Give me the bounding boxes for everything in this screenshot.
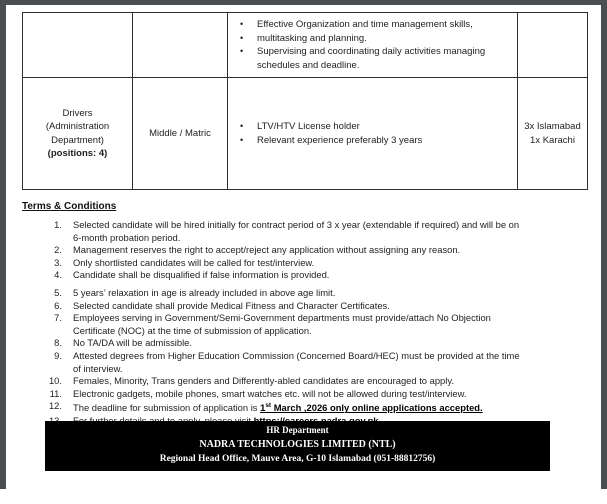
term-item-10	[22, 375, 567, 388]
position-title: (Administration	[45, 121, 110, 132]
term-number: 10.	[48, 375, 62, 387]
term-text: Females, Minority, Trans genders and Differently-abled candidates are encouraged to apply.	[73, 375, 454, 387]
skill-item	[232, 18, 513, 32]
cell-vacancies-empty	[518, 13, 588, 78]
term-number: 11.	[49, 387, 62, 399]
cell-qualification-empty	[133, 13, 228, 78]
position-count: (positions: 4)	[47, 148, 108, 159]
bullet-icon: •	[240, 19, 244, 29]
term-number: 8.	[54, 337, 62, 349]
term-number: 7.	[54, 312, 62, 324]
term-item-7	[22, 312, 567, 337]
term-text: 6-month probation period.	[73, 231, 181, 243]
bullet-icon: •	[240, 32, 244, 43]
term-number: 3.	[54, 256, 62, 268]
term-text: No TA/DA will be admissible.	[73, 337, 192, 349]
term-number: 6.	[54, 299, 62, 311]
position-title: Department)	[51, 134, 104, 146]
term-item-1	[22, 219, 567, 244]
skill-text: schedules and deadline.	[257, 59, 360, 71]
skill-text: Supervising and coordinating daily activities managing	[257, 46, 486, 57]
footer-address: Regional Head Office, Mauve Area, G-10 Islamabad (051-88812756)	[159, 454, 436, 464]
footer-department: HR Department	[266, 425, 329, 435]
vacancy-location: 3x Islamabad	[524, 121, 581, 132]
term-item-12	[22, 400, 567, 415]
requirement-item	[232, 134, 513, 148]
term-text: Management reserves the right to accept/reject any application without assigning any reason.	[73, 244, 461, 256]
viewer-frame-right	[601, 0, 607, 489]
skill-item	[232, 32, 513, 46]
term-item-5	[22, 287, 567, 300]
term-text: Selected candidate will be hired initially for contract period of 3 x year (extendable if required) and will be on	[73, 219, 520, 230]
requirement-text: Relevant experience preferably 3 years	[257, 134, 423, 146]
viewer-frame-left	[0, 0, 6, 489]
cell-vacancies	[518, 78, 588, 190]
job-positions-table	[22, 12, 588, 190]
skill-text: multitasking and planning.	[257, 32, 367, 44]
table-row-drivers	[23, 78, 588, 190]
term-item-2	[22, 244, 567, 257]
cell-qualification	[133, 78, 228, 190]
bullet-icon: •	[240, 134, 244, 145]
requirement-text: LTV/HTV License holder	[257, 121, 360, 132]
term-text: 5 years’ relaxation in age is already included in above age limit.	[73, 286, 336, 298]
terms-and-conditions-section	[22, 201, 567, 428]
term-item-3	[22, 257, 567, 270]
cell-position-empty	[23, 13, 133, 78]
skill-item	[232, 45, 513, 72]
terms-heading: Terms & Conditions	[22, 201, 117, 212]
term-item-4	[22, 269, 567, 282]
cell-skills	[228, 13, 518, 78]
viewer-frame-top	[0, 0, 607, 5]
ordinal-superscript: st	[265, 402, 272, 410]
term-text: Only shortlisted candidates will be called for test/interview.	[73, 256, 315, 268]
deadline-emphasis: 1st March ,2026 only online applications accepted.	[260, 402, 483, 414]
vacancy-location: 1x Karachi	[530, 134, 575, 146]
footer-company: NADRA TECHNOLOGIES LIMITED (NTL)	[199, 439, 396, 450]
term-text: Employees serving in Government/Semi-Government departments must provide/attach No Objection	[73, 312, 491, 324]
requirement-item	[232, 120, 513, 134]
skill-text: Effective Organization and time management skills,	[257, 19, 473, 30]
term-item-8	[22, 337, 567, 350]
term-text: Certificate (NOC) at the time of submission of application.	[73, 324, 312, 336]
term-text: Electronic gadgets, mobile phones, smart watches etc. will not be allowed during test/interview.	[73, 387, 467, 399]
bullet-icon: •	[240, 121, 244, 131]
term-item-6	[22, 300, 567, 313]
term-item-11	[22, 388, 567, 401]
position-title: Drivers	[62, 107, 93, 119]
term-number: 9.	[54, 349, 62, 361]
contact-footer	[45, 421, 550, 471]
term-number: 1.	[54, 219, 62, 230]
bullet-icon: •	[240, 46, 244, 56]
term-number: 2.	[54, 244, 62, 256]
term-number: 12.	[48, 400, 62, 412]
table-row-continued	[23, 13, 588, 78]
term-number: 4.	[54, 269, 62, 281]
term-text: Candidate shall be disqualified if false information is provided.	[73, 269, 330, 281]
term-text: Selected candidate shall provide Medical Fitness and Character Certificates.	[73, 299, 390, 311]
term-text: of interview.	[73, 362, 123, 374]
term-number: 5.	[54, 286, 62, 298]
qualification-text: Middle / Matric	[149, 127, 211, 139]
term-item-9	[22, 350, 567, 375]
cell-requirements	[228, 78, 518, 190]
term-text: The deadline for submission of application is	[73, 402, 261, 414]
cell-position	[23, 78, 133, 190]
term-text: Attested degrees from Higher Education Commission (Concerned Board/HEC) must be provided at the time	[73, 349, 520, 361]
